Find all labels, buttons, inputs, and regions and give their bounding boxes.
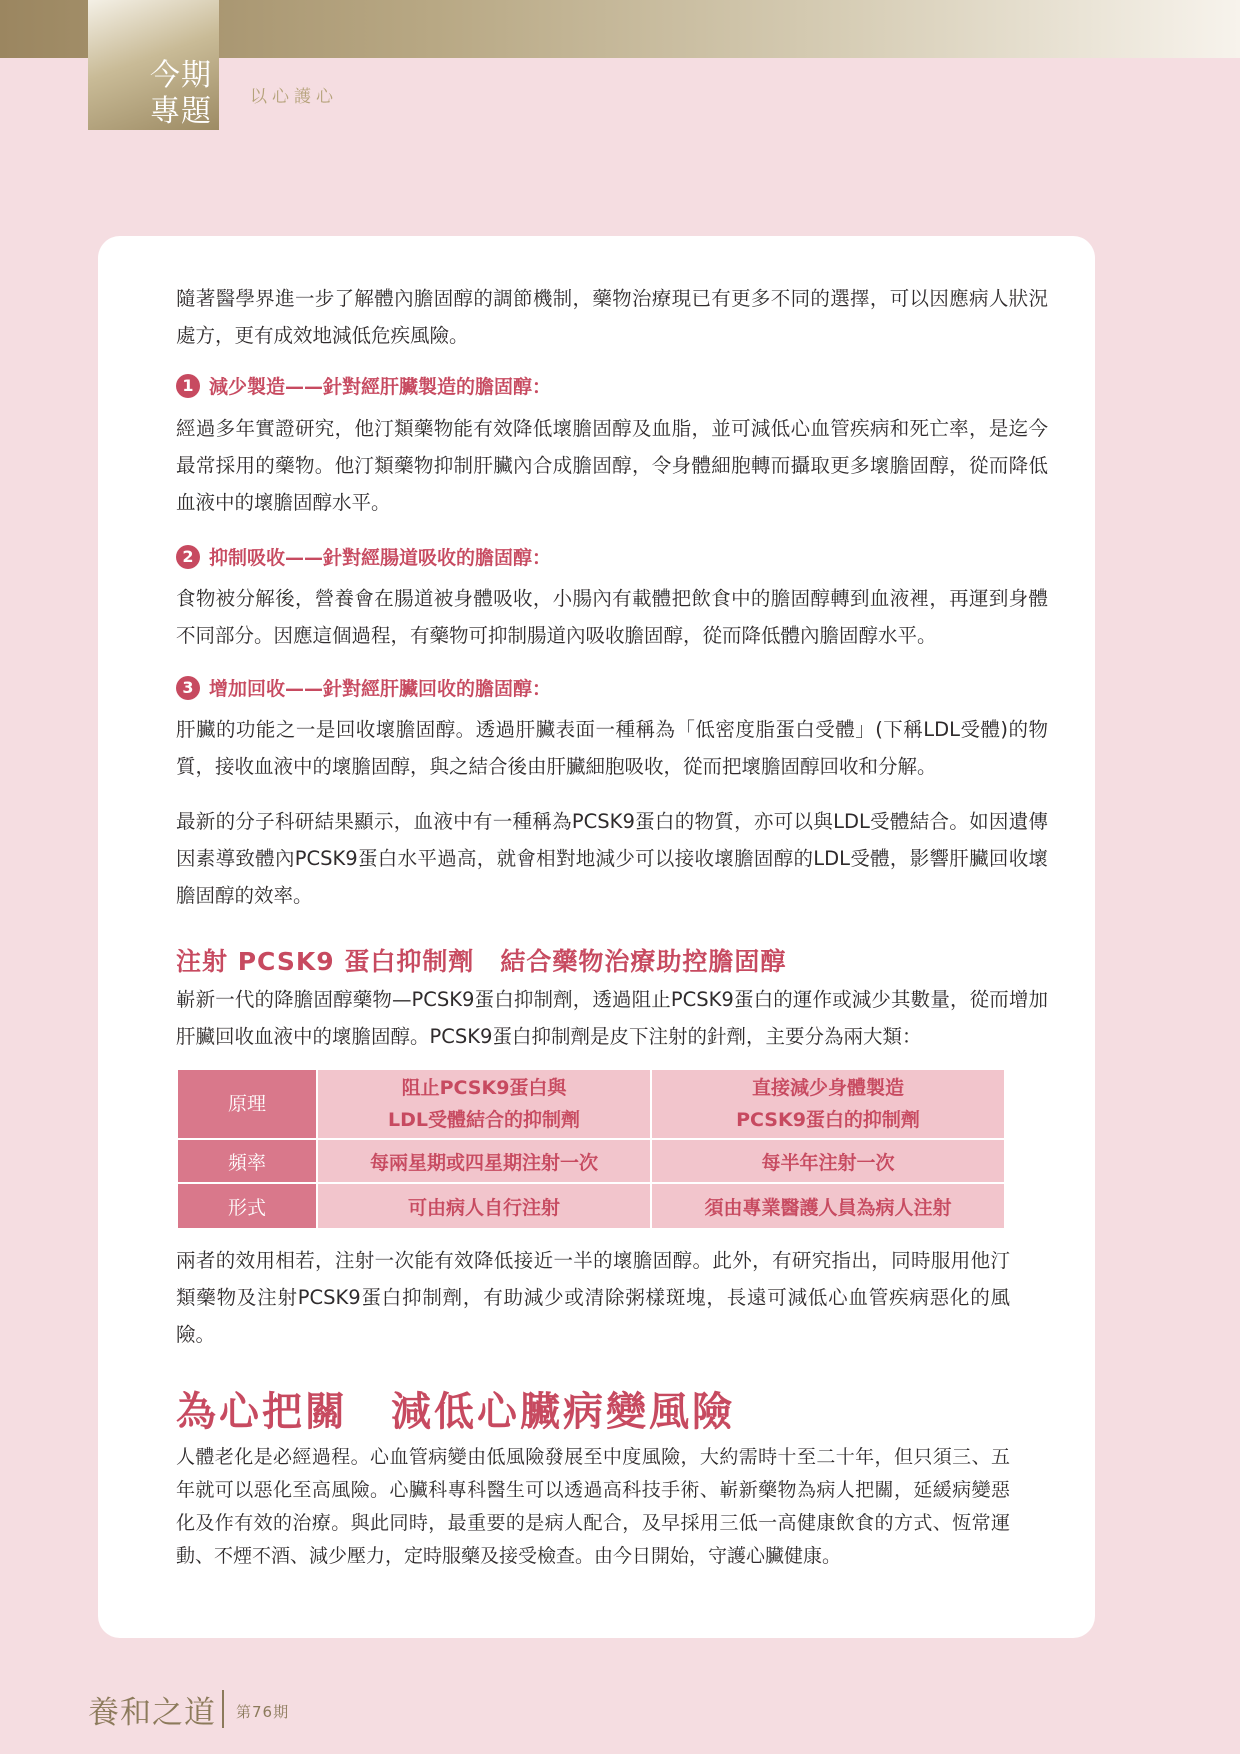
table-cell <box>317 1069 651 1139</box>
intro-paragraph: 隨著醫學界進一步了解體內膽固醇的調節機制，藥物治療現已有更多不同的選擇，可以因應病人狀況處方，更有成效地減低危疾風險。 <box>176 287 1048 347</box>
table-cell: 每兩星期或四星期注射一次 <box>317 1139 651 1183</box>
item-1-title: 減少製造——針對經肝臟製造的膽固醇： <box>209 376 552 398</box>
injection-heading: 注射 PCSK9 蛋白抑制劑 結合藥物治療助控膽固醇 <box>176 947 787 976</box>
issue-number: 第76期 <box>236 1703 290 1721</box>
table-row <box>177 1069 1005 1139</box>
item-1-body: 經過多年實證研究，他汀類藥物能有效降低壞膽固醇及血脂，並可減低心血管疾病和死亡率，是迄今最常採用的藥物。他汀類藥物抑制肝臟內合成膽固醇，令身體細胞轉而攝取更多壞膽固醇，從而降低血液中的壞膽固醇水平。 <box>176 417 1048 514</box>
row-header: 原理 <box>177 1069 317 1139</box>
injection-intro: 嶄新一代的降膽固醇藥物—PCSK9蛋白抑制劑，透過阻止PCSK9蛋白的運作或減少其數量，從而增加肝臟回收血液中的壞膽固醇。PCSK9蛋白抑制劑是皮下注射的針劑，主要分為兩大類： <box>176 988 1048 1048</box>
table-cell: 須由專業醫護人員為病人注射 <box>651 1183 1005 1229</box>
comparison-table <box>176 1068 1006 1230</box>
magazine-logo: 養和之道 <box>88 1695 216 1731</box>
item-2-body: 食物被分解後，營養會在腸道被身體吸收，小腸內有載體把飲食中的膽固醇轉到血液裡，再運到身體不同部分。因應這個過程，有藥物可抑制腸道內吸收膽固醇，從而降低體內膽固醇水平。 <box>176 587 1048 647</box>
section-title: 以心護心 <box>250 87 338 107</box>
cell-line: PCSK9蛋白的抑制劑 <box>736 1109 920 1131</box>
footer-divider <box>222 1690 224 1728</box>
table-cell: 每半年注射一次 <box>651 1139 1005 1183</box>
injection-conclusion: 兩者的效用相若，注射一次能有效降低接近一半的壞膽固醇。此外，有研究指出，同時服用他汀類藥物及注射PCSK9蛋白抑制劑，有助減少或清除粥樣斑塊，長遠可減低心血管疾病惡化的風險。 <box>176 1249 1010 1346</box>
cell-line: 直接減少身體製造 <box>751 1077 904 1099</box>
final-body: 人體老化是必經過程。心血管病變由低風險發展至中度風險，大約需時十至二十年，但只須三、五年就可以惡化至高風險。心臟科專科醫生可以透過高科技手術、嶄新藥物為病人把關，延緩病變惡化及作有效的治療。與此同時，最重要的是病人配合，及早採用三低一高健康飲食的方式、恆常運動、不煙不酒、減少壓力，定時服藥及接受檢查。由今日開始，守護心臟健康。 <box>176 1446 1010 1567</box>
item-3-body: 肝臟的功能之一是回收壞膽固醇。透過肝臟表面一種稱為「低密度脂蛋白受體」(下稱LDL受體)的物質，接收血液中的壞膽固醇，與之結合後由肝臟細胞吸收，從而把壞膽固醇回收和分解。 <box>176 718 1048 778</box>
table-row <box>177 1139 1005 1183</box>
cell-line: 阻止PCSK9蛋白與 <box>401 1077 567 1099</box>
cell-line: LDL受體結合的抑制劑 <box>388 1109 580 1131</box>
item-3-heading <box>176 674 551 701</box>
number-badge: 3 <box>176 676 200 700</box>
item-2-heading <box>176 543 551 570</box>
row-header: 頻率 <box>177 1139 317 1183</box>
table-row <box>177 1183 1005 1229</box>
item-3-title: 增加回收——針對經肝臟回收的膽固醇： <box>209 678 552 700</box>
table-cell: 可由病人自行注射 <box>317 1183 651 1229</box>
item-1-heading <box>176 372 551 399</box>
final-heading: 為心把關 減低心臟病變風險 <box>176 1389 735 1435</box>
section-label: 今期專題 <box>150 58 212 129</box>
row-header: 形式 <box>177 1183 317 1229</box>
table-cell <box>651 1069 1005 1139</box>
pcsk9-paragraph: 最新的分子科研結果顯示，血液中有一種稱為PCSK9蛋白的物質，亦可以與LDL受體結合。如因遺傳因素導致體內PCSK9蛋白水平過高，就會相對地減少可以接收壞膽固醇的LDL受體，影響肝臟回收壞膽固醇的效率。 <box>176 810 1048 907</box>
number-badge: 1 <box>176 374 200 398</box>
number-badge: 2 <box>176 545 200 569</box>
item-2-title: 抑制吸收——針對經腸道吸收的膽固醇： <box>209 547 552 569</box>
